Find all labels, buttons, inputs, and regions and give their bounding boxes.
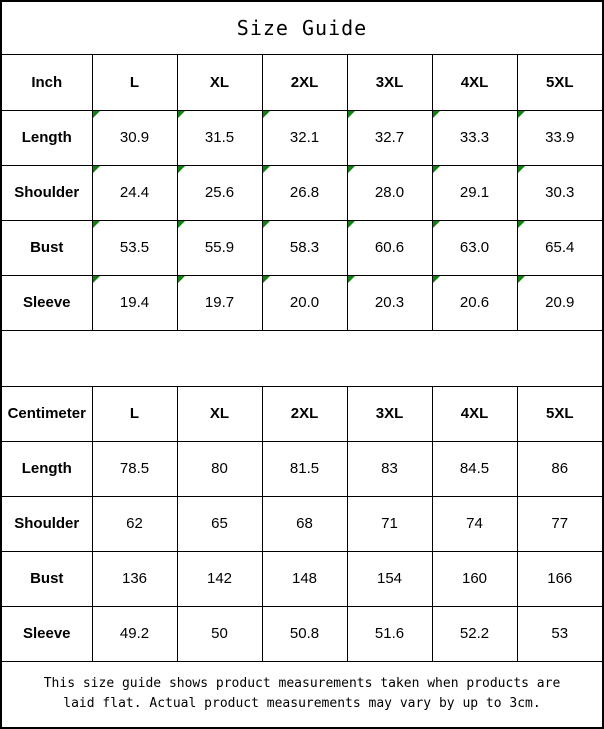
row-label: Shoulder xyxy=(2,165,92,220)
green-triangle-icon xyxy=(93,111,100,118)
cell-value: 24.4 xyxy=(119,184,150,201)
table-cell xyxy=(432,110,517,165)
column-header: 4XL xyxy=(432,55,517,110)
column-header: L xyxy=(92,386,177,441)
cell-value: 55.9 xyxy=(204,239,235,256)
table-row xyxy=(2,551,602,606)
table-cell xyxy=(517,165,602,220)
table-cell xyxy=(177,551,262,606)
unit-header-cell: Centimeter xyxy=(2,386,92,441)
table-row xyxy=(2,496,602,551)
table-cell xyxy=(432,496,517,551)
table-row xyxy=(2,606,602,661)
row-label: Length xyxy=(2,110,92,165)
column-header: 5XL xyxy=(517,386,602,441)
column-header: XL xyxy=(177,55,262,110)
green-triangle-icon xyxy=(433,221,440,228)
green-triangle-icon xyxy=(518,111,525,118)
table-row xyxy=(2,220,602,275)
table-cell xyxy=(432,220,517,275)
green-triangle-icon xyxy=(348,276,355,283)
cell-value: 74 xyxy=(466,515,483,532)
green-triangle-icon xyxy=(518,166,525,173)
cell-value: 136 xyxy=(121,570,148,587)
cm-header-row xyxy=(2,386,602,441)
green-triangle-icon xyxy=(178,166,185,173)
table-cell xyxy=(262,551,347,606)
table-cell xyxy=(262,220,347,275)
cell-value: 30.3 xyxy=(545,184,575,201)
table-cell xyxy=(92,165,177,220)
cell-value: 78.5 xyxy=(119,460,150,477)
green-triangle-icon xyxy=(178,221,185,228)
table-cell xyxy=(517,220,602,275)
green-triangle-icon xyxy=(433,111,440,118)
table-cell xyxy=(432,551,517,606)
table-cell xyxy=(347,110,432,165)
table-cell xyxy=(432,165,517,220)
cell-value: 142 xyxy=(206,570,233,587)
cell-value: 65.4 xyxy=(545,239,575,256)
cell-value: 28.0 xyxy=(374,184,405,201)
table-cell xyxy=(177,496,262,551)
green-triangle-icon xyxy=(348,166,355,173)
inch-size-table xyxy=(2,55,602,331)
column-header: 2XL xyxy=(262,55,347,110)
cell-value: 65 xyxy=(211,515,228,532)
cell-value: 26.8 xyxy=(289,184,320,201)
cell-value: 160 xyxy=(461,570,488,587)
cell-value: 31.5 xyxy=(204,129,235,146)
table-cell xyxy=(177,110,262,165)
column-header: XL xyxy=(177,386,262,441)
cell-value: 25.6 xyxy=(204,184,235,201)
cell-value: 58.3 xyxy=(289,239,320,256)
table-row xyxy=(2,165,602,220)
table-cell xyxy=(92,275,177,330)
cell-value: 71 xyxy=(381,515,398,532)
table-cell xyxy=(262,441,347,496)
cell-value: 20.0 xyxy=(289,294,320,311)
green-triangle-icon xyxy=(93,276,100,283)
green-triangle-icon xyxy=(433,276,440,283)
green-triangle-icon xyxy=(263,276,270,283)
table-cell xyxy=(347,220,432,275)
green-triangle-icon xyxy=(348,221,355,228)
page-title: Size Guide xyxy=(236,16,368,40)
cell-value: 86 xyxy=(551,460,569,477)
table-cell xyxy=(347,606,432,661)
cell-value: 84.5 xyxy=(459,460,490,477)
column-header: 5XL xyxy=(517,55,602,110)
table-row xyxy=(2,275,602,330)
unit-header-cell: Inch xyxy=(2,55,92,110)
cell-value: 68 xyxy=(296,515,313,532)
cell-value: 33.9 xyxy=(545,129,575,146)
cell-value: 33.3 xyxy=(459,129,490,146)
cell-value: 20.6 xyxy=(459,294,490,311)
table-cell xyxy=(517,441,602,496)
table-row xyxy=(2,110,602,165)
green-triangle-icon xyxy=(178,276,185,283)
table-cell xyxy=(432,275,517,330)
footnote-row xyxy=(2,662,602,728)
cell-value: 53 xyxy=(551,625,569,642)
green-triangle-icon xyxy=(433,166,440,173)
green-triangle-icon xyxy=(263,221,270,228)
row-label: Length xyxy=(2,441,92,496)
inch-header-row xyxy=(2,55,602,110)
table-cell xyxy=(262,275,347,330)
cell-value: 32.1 xyxy=(289,129,320,146)
cell-value: 77 xyxy=(551,515,569,532)
table-cell xyxy=(432,606,517,661)
spacer-row xyxy=(2,331,602,386)
cell-value: 154 xyxy=(376,570,403,587)
table-cell xyxy=(432,441,517,496)
row-label: Sleeve xyxy=(2,275,92,330)
green-triangle-icon xyxy=(348,111,355,118)
green-triangle-icon xyxy=(93,221,100,228)
cell-value: 53.5 xyxy=(119,239,150,256)
table-cell xyxy=(262,606,347,661)
row-label: Bust xyxy=(2,551,92,606)
table-cell xyxy=(92,551,177,606)
cell-value: 20.9 xyxy=(545,294,575,311)
table-cell xyxy=(92,110,177,165)
green-triangle-icon xyxy=(263,166,270,173)
row-label: Shoulder xyxy=(2,496,92,551)
table-cell xyxy=(347,275,432,330)
table-cell xyxy=(92,496,177,551)
column-header: 3XL xyxy=(347,55,432,110)
row-label: Bust xyxy=(2,220,92,275)
table-cell xyxy=(262,110,347,165)
cell-value: 19.7 xyxy=(204,294,235,311)
table-cell xyxy=(517,110,602,165)
table-cell xyxy=(92,606,177,661)
table-cell xyxy=(347,441,432,496)
table-cell xyxy=(347,551,432,606)
cell-value: 63.0 xyxy=(459,239,490,256)
green-triangle-icon xyxy=(518,221,525,228)
green-triangle-icon xyxy=(93,166,100,173)
table-cell xyxy=(92,220,177,275)
cell-value: 29.1 xyxy=(459,184,490,201)
column-header: 3XL xyxy=(347,386,432,441)
row-label: Sleeve xyxy=(2,606,92,661)
table-cell xyxy=(347,165,432,220)
measurement-disclaimer: This size guide shows product measurements taken when products are laid flat. Actual product measurements may vary by up to 3cm. xyxy=(43,676,561,712)
table-cell xyxy=(262,496,347,551)
centimeter-size-table xyxy=(2,386,602,662)
table-cell xyxy=(177,606,262,661)
table-cell xyxy=(347,496,432,551)
cell-value: 62 xyxy=(126,515,143,532)
cell-value: 51.6 xyxy=(374,625,405,642)
table-row xyxy=(2,441,602,496)
cell-value: 50 xyxy=(211,625,228,642)
table-cell xyxy=(517,606,602,661)
column-header: 4XL xyxy=(432,386,517,441)
table-cell xyxy=(177,220,262,275)
table-cell xyxy=(92,441,177,496)
green-triangle-icon xyxy=(263,111,270,118)
cell-value: 60.6 xyxy=(374,239,405,256)
cell-value: 80 xyxy=(211,460,228,477)
cell-value: 83 xyxy=(381,460,398,477)
cell-value: 20.3 xyxy=(374,294,405,311)
title-row xyxy=(2,2,602,55)
cell-value: 166 xyxy=(547,570,573,587)
green-triangle-icon xyxy=(178,111,185,118)
table-cell xyxy=(517,275,602,330)
table-cell xyxy=(517,551,602,606)
cell-value: 32.7 xyxy=(374,129,405,146)
cell-value: 52.2 xyxy=(459,625,490,642)
table-cell xyxy=(177,165,262,220)
column-header: 2XL xyxy=(262,386,347,441)
cell-value: 50.8 xyxy=(289,625,320,642)
cell-value: 49.2 xyxy=(119,625,150,642)
cell-value: 81.5 xyxy=(289,460,320,477)
table-cell xyxy=(517,496,602,551)
table-cell xyxy=(177,275,262,330)
cell-value: 30.9 xyxy=(119,129,150,146)
column-header: L xyxy=(92,55,177,110)
table-cell xyxy=(262,165,347,220)
table-cell xyxy=(177,441,262,496)
green-triangle-icon xyxy=(518,276,525,283)
cell-value: 19.4 xyxy=(119,294,150,311)
cell-value: 148 xyxy=(291,570,318,587)
